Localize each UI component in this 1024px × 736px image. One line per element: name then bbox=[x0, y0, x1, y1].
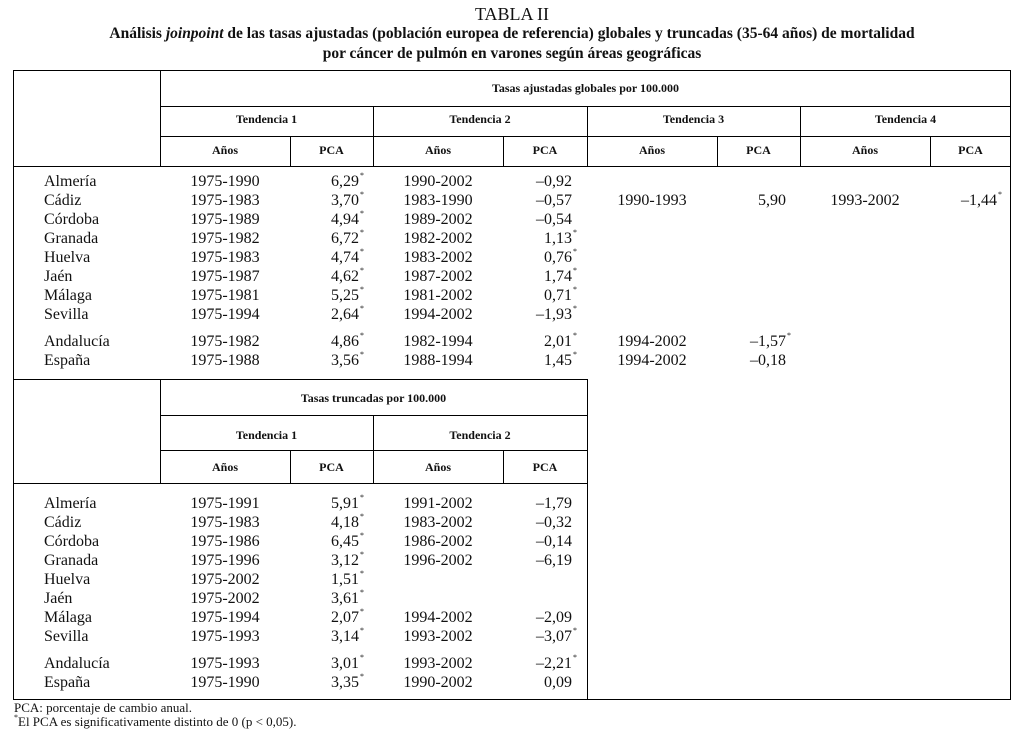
rule bbox=[160, 136, 1011, 137]
data-table bbox=[13, 70, 1011, 700]
pca-cell: 1,13 * bbox=[544, 228, 577, 247]
pca-cell: 3,61 * bbox=[331, 588, 364, 607]
pca-cell: 6,72 * bbox=[331, 228, 364, 247]
pca-cell: 6,45 * bbox=[331, 531, 364, 550]
pca-cell: –2,09 bbox=[536, 609, 572, 626]
pca-cell: 2,01 * bbox=[544, 331, 577, 350]
years-cell: 1975-1983 bbox=[190, 249, 260, 266]
trend-header: Tendencia 2 bbox=[449, 112, 511, 126]
trend-header: Tendencia 4 bbox=[874, 112, 937, 126]
pca-cell: 2,07 * bbox=[331, 607, 364, 626]
pca-cell: 1,45 * bbox=[544, 350, 577, 369]
row-label: Granada bbox=[44, 230, 99, 247]
table-number: TABLA II bbox=[474, 4, 550, 24]
row-label: Málaga bbox=[44, 287, 92, 304]
pca-cell: 4,94 * bbox=[331, 209, 364, 228]
years-cell: 1975-1983 bbox=[190, 192, 260, 209]
title-post: de las tasas ajustadas (población europea de referencia) globales y truncadas (35-64 años) de mortalidad bbox=[223, 25, 915, 42]
column-header: PCA bbox=[319, 460, 344, 474]
pca-cell: 4,74 * bbox=[331, 247, 364, 266]
years-cell: 1975-1983 bbox=[190, 514, 260, 531]
pca-cell: 3,01 * bbox=[331, 653, 364, 672]
years-cell: 1975-1996 bbox=[190, 552, 260, 569]
row-label: Andalucía bbox=[44, 333, 110, 350]
years-cell: 1975-1981 bbox=[190, 287, 260, 304]
years-cell: 1987-2002 bbox=[403, 268, 473, 285]
rule bbox=[587, 379, 588, 700]
pca-cell: 1,74 * bbox=[544, 266, 577, 285]
column-header: Años bbox=[211, 143, 238, 157]
years-cell: 1990-2002 bbox=[403, 173, 473, 190]
pca-cell: –0,92 bbox=[536, 173, 572, 190]
years-cell: 1996-2002 bbox=[403, 552, 473, 569]
table-title-line-2: por cáncer de pulmón en varones según áreas geográficas bbox=[322, 45, 702, 62]
years-cell: 1975-1982 bbox=[190, 333, 260, 350]
years-cell: 1975-1982 bbox=[190, 230, 260, 247]
trend-header: Tendencia 1 bbox=[235, 428, 298, 442]
pca-cell: 3,12 * bbox=[331, 550, 364, 569]
row-label: Huelva bbox=[44, 249, 91, 266]
pca-cell: –1,57 * bbox=[750, 331, 791, 350]
pca-cell: –0,14 bbox=[536, 533, 572, 550]
years-cell: 1975-2002 bbox=[190, 590, 260, 607]
column-header: PCA bbox=[958, 143, 983, 157]
years-cell: 1993-2002 bbox=[830, 192, 900, 209]
years-cell: 1989-2002 bbox=[403, 211, 473, 228]
pca-cell: 4,18 * bbox=[331, 512, 364, 531]
years-cell: 1994-2002 bbox=[617, 333, 687, 350]
row-label: Huelva bbox=[44, 571, 91, 588]
row-label: Almería bbox=[44, 495, 97, 512]
pca-cell: 5,25 * bbox=[331, 285, 364, 304]
years-cell: 1983-2002 bbox=[403, 249, 473, 266]
row-label: Cádiz bbox=[44, 192, 82, 209]
column-header: PCA bbox=[532, 143, 558, 157]
years-cell: 1975-1988 bbox=[190, 352, 260, 369]
group-header: Tasas truncadas por 100.000 bbox=[300, 391, 447, 405]
footnote-significance bbox=[14, 714, 297, 730]
pca-cell: 4,62 * bbox=[331, 266, 364, 285]
years-cell: 1994-2002 bbox=[403, 306, 473, 323]
years-cell: 1982-1994 bbox=[403, 333, 473, 350]
pca-cell: –1,93 * bbox=[536, 304, 577, 323]
pca-cell: 6,29 * bbox=[331, 171, 364, 190]
column-header: PCA bbox=[746, 143, 771, 157]
row-label: Sevilla bbox=[44, 628, 89, 645]
row-label: Cádiz bbox=[44, 514, 82, 531]
column-header: Años bbox=[424, 143, 451, 157]
asterisk-mark: * bbox=[14, 713, 18, 722]
years-cell: 1983-1990 bbox=[403, 192, 473, 209]
years-cell: 1975-1991 bbox=[190, 495, 260, 512]
footnote-pca: PCA: porcentaje de cambio anual. bbox=[14, 700, 192, 715]
table-caption bbox=[0, 4, 1024, 64]
trend-header: Tendencia 1 bbox=[235, 112, 298, 126]
rule bbox=[160, 106, 1011, 107]
pca-cell: 4,86 * bbox=[331, 331, 364, 350]
pca-cell: –1,44 * bbox=[961, 190, 1002, 209]
row-label: España bbox=[44, 352, 91, 369]
pca-cell: –0,57 bbox=[536, 192, 572, 209]
column-header: PCA bbox=[319, 143, 344, 157]
pca-cell: –0,54 bbox=[536, 211, 572, 228]
row-label: Almería bbox=[44, 173, 97, 190]
years-cell: 1990-2002 bbox=[403, 674, 473, 691]
years-cell: 1981-2002 bbox=[403, 287, 473, 304]
years-cell: 1975-2002 bbox=[190, 571, 260, 588]
years-cell: 1993-2002 bbox=[403, 655, 473, 672]
pca-cell: –0,32 bbox=[536, 514, 572, 531]
column-header: Años bbox=[638, 143, 665, 157]
years-cell: 1990-1993 bbox=[617, 192, 687, 209]
pca-cell: –6,19 bbox=[536, 552, 572, 569]
pca-cell: 3,14 * bbox=[331, 626, 364, 645]
row-label: Córdoba bbox=[44, 211, 100, 228]
table-title-line-1 bbox=[0, 24, 1024, 44]
years-cell: 1986-2002 bbox=[403, 533, 473, 550]
column-header: Años bbox=[211, 460, 238, 474]
row-label: Córdoba bbox=[44, 533, 100, 550]
pca-cell: 3,35 * bbox=[331, 672, 364, 691]
pca-cell: –1,79 bbox=[536, 495, 572, 512]
years-cell: 1982-2002 bbox=[403, 230, 473, 247]
row-label: Sevilla bbox=[44, 306, 89, 323]
title-pre: Análisis bbox=[109, 25, 166, 42]
row-label: Granada bbox=[44, 552, 99, 569]
footnote-significance-text: El PCA es significativamente distinto de 0 (p < 0,05). bbox=[18, 714, 297, 729]
title-italic: joinpoint bbox=[165, 25, 224, 42]
section-separator bbox=[14, 379, 587, 380]
years-cell: 1975-1993 bbox=[190, 655, 260, 672]
pca-cell: 0,76 * bbox=[544, 247, 577, 266]
trend-header: Tendencia 3 bbox=[662, 112, 725, 126]
column-header: Años bbox=[424, 460, 451, 474]
years-cell: 1975-1987 bbox=[190, 268, 260, 285]
row-label: Andalucía bbox=[44, 655, 110, 672]
column-header: Años bbox=[851, 143, 878, 157]
years-cell: 1975-1989 bbox=[190, 211, 260, 228]
pca-cell: 2,64 * bbox=[331, 304, 364, 323]
rule bbox=[14, 483, 587, 484]
years-cell: 1991-2002 bbox=[403, 495, 473, 512]
trend-header: Tendencia 2 bbox=[449, 428, 511, 442]
years-cell: 1975-1994 bbox=[190, 306, 260, 323]
rule bbox=[14, 166, 1011, 167]
pca-cell: 0,09 bbox=[544, 674, 572, 691]
pca-cell: –3,07 * bbox=[536, 626, 577, 645]
years-cell: 1993-2002 bbox=[403, 628, 473, 645]
pca-cell: 5,91 * bbox=[331, 493, 364, 512]
pca-cell: –2,21 * bbox=[536, 653, 577, 672]
row-label: Jaén bbox=[44, 590, 73, 607]
pca-cell: 1,51 * bbox=[331, 569, 364, 588]
years-cell: 1975-1990 bbox=[190, 173, 260, 190]
group-header: Tasas ajustadas globales por 100.000 bbox=[491, 81, 680, 95]
years-cell: 1988-1994 bbox=[403, 352, 473, 369]
years-cell: 1975-1990 bbox=[190, 674, 260, 691]
row-label: España bbox=[44, 674, 91, 691]
years-cell: 1975-1993 bbox=[190, 628, 260, 645]
years-cell: 1994-2002 bbox=[403, 609, 473, 626]
years-cell: 1975-1986 bbox=[190, 533, 260, 550]
row-label: Jaén bbox=[44, 268, 73, 285]
pca-cell: 3,70 * bbox=[331, 190, 364, 209]
pca-cell: 0,71 * bbox=[544, 285, 577, 304]
row-label: Málaga bbox=[44, 609, 92, 626]
years-cell: 1983-2002 bbox=[403, 514, 473, 531]
pca-cell: –0,18 bbox=[750, 352, 786, 369]
years-cell: 1975-1994 bbox=[190, 609, 260, 626]
pca-cell: 3,56 * bbox=[331, 350, 364, 369]
years-cell: 1994-2002 bbox=[617, 352, 687, 369]
column-header: PCA bbox=[532, 460, 558, 474]
pca-cell: 5,90 bbox=[758, 192, 786, 209]
